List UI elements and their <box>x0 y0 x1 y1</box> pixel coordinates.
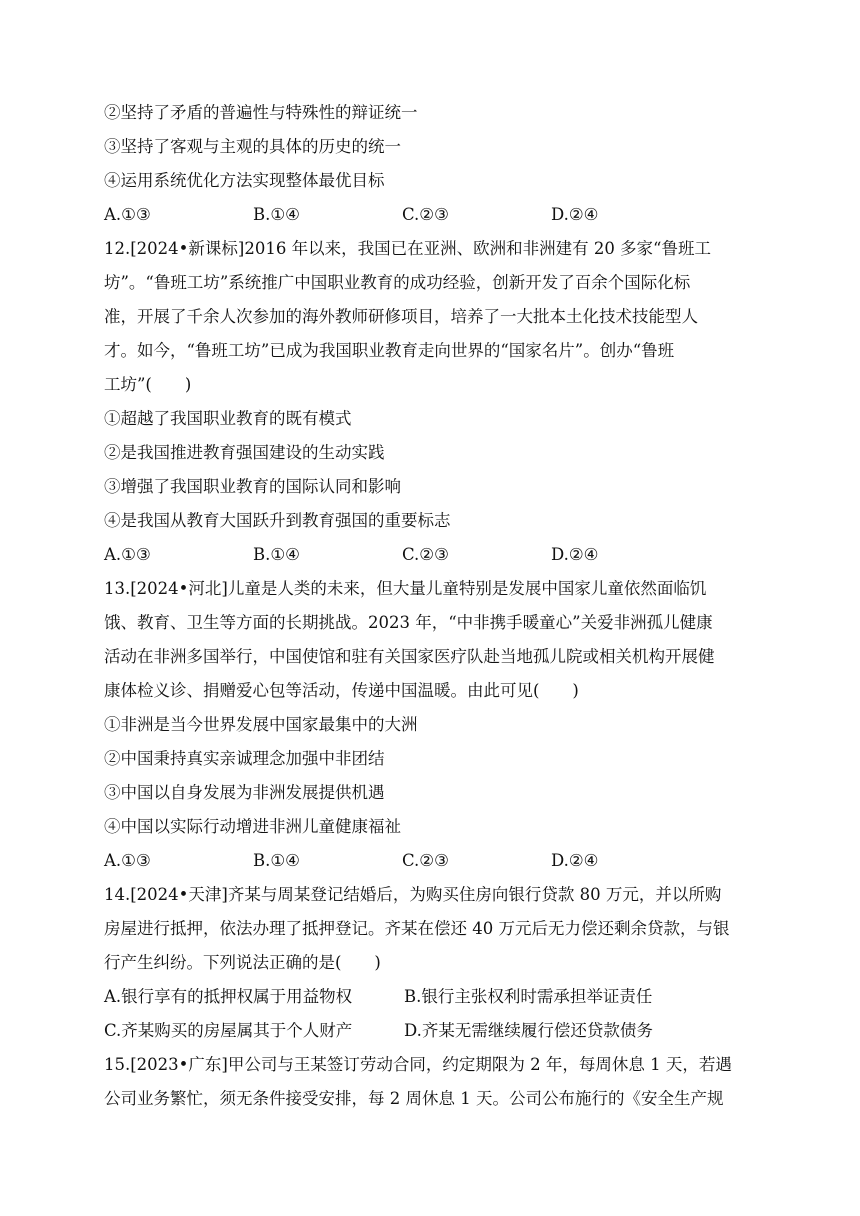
q12-item-1: ①超越了我国职业教育的既有模式 <box>104 409 352 428</box>
q14-option-b: B.银行主张权利时需承担举证责任 <box>404 987 653 1006</box>
q13-option-d: D.②④ <box>551 851 599 870</box>
q11-options <box>104 198 772 232</box>
q13-item-3: ③中国以自身发展为非洲发展提供机遇 <box>104 783 385 802</box>
document-page <box>104 96 772 1116</box>
q13-item-4: ④中国以实际行动增进非洲儿童健康福祉 <box>104 817 401 836</box>
q13-options <box>104 844 772 878</box>
q12-option-b: B.①④ <box>253 545 300 564</box>
q14-option-a: A.银行享有的抵押权属于用益物权 <box>104 987 353 1006</box>
q12-stem-line-1: 12.[2024•新课标]2016 年以来，我国已在亚洲、欧洲和非洲建有 20 多家“鲁班工 <box>104 239 711 258</box>
q13-option-b: B.①④ <box>253 851 300 870</box>
q14-stem-line-2: 房屋进行抵押，依法办理了抵押登记。齐某在偿还 40 万元后无力偿还剩余贷款，与银 <box>104 919 730 938</box>
q11-option-d: D.②④ <box>551 205 599 224</box>
q12-stem-line-3: 准，开展了千余人次参加的海外教师研修项目，培养了一大批本土化技术技能型人 <box>104 307 698 326</box>
q12-item-4: ④是我国从教育大国跃升到教育强国的重要标志 <box>104 511 451 530</box>
q12-stem-line-5: 工坊”( ) <box>104 375 192 394</box>
q11-item-3: ③坚持了客观与主观的具体的历史的统一 <box>104 137 401 156</box>
q13-option-a: A.①③ <box>104 851 151 870</box>
q14-options-row-1 <box>104 980 772 1014</box>
q13-option-c: C.②③ <box>402 851 449 870</box>
q12-item-3: ③增强了我国职业教育的国际认同和影响 <box>104 477 401 496</box>
q11-item-4: ④运用系统优化方法实现整体最优目标 <box>104 171 385 190</box>
q11-option-b: B.①④ <box>253 205 300 224</box>
q11-item-2: ②坚持了矛盾的普遍性与特殊性的辩证统一 <box>104 103 418 122</box>
q13-item-2: ②中国秉持真实亲诚理念加强中非团结 <box>104 749 385 768</box>
q11-option-a: A.①③ <box>104 205 151 224</box>
q12-item-2: ②是我国推进教育强国建设的生动实践 <box>104 443 385 462</box>
q13-stem-line-2: 饿、教育、卫生等方面的长期挑战。2023 年，“中非携手暖童心”关爱非洲孤儿健康 <box>104 613 713 632</box>
q14-option-d: D.齐某无需继续履行偿还贷款债务 <box>404 1021 653 1040</box>
q14-options-row-2 <box>104 1014 772 1048</box>
q12-stem-line-2: 坊”。“鲁班工坊”系统推广中国职业教育的成功经验，创新开发了百余个国际化标 <box>104 273 691 292</box>
q12-option-d: D.②④ <box>551 545 599 564</box>
q12-options <box>104 538 772 572</box>
q14-stem-line-3: 行产生纠纷。下列说法正确的是( ) <box>104 953 381 972</box>
q13-item-1: ①非洲是当今世界发展中国家最集中的大洲 <box>104 715 418 734</box>
q13-stem-line-1: 13.[2024•河北]儿童是人类的未来，但大量儿童特别是发展中国家儿童依然面临饥 <box>104 579 707 598</box>
q14-option-c: C.齐某购买的房屋属其于个人财产 <box>104 1021 353 1040</box>
q12-option-c: C.②③ <box>402 545 449 564</box>
q11-option-c: C.②③ <box>402 205 449 224</box>
q13-stem-line-3: 活动在非洲多国举行，中国使馆和驻有关国家医疗队赴当地孤儿院或相关机构开展健 <box>104 647 715 666</box>
q12-stem-line-4: 才。如今，“鲁班工坊”已成为我国职业教育走向世界的“国家名片”。创办“鲁班 <box>104 341 675 360</box>
q15-stem-line-1: 15.[2023•广东]甲公司与王某签订劳动合同，约定期限为 2 年，每周休息 1 天，若遇 <box>104 1055 732 1074</box>
q13-stem-line-4: 康体检义诊、捐赠爱心包等活动，传递中国温暖。由此可见( ) <box>104 681 579 700</box>
q14-stem-line-1: 14.[2024•天津]齐某与周某登记结婚后，为购买住房向银行贷款 80 万元，并以所购 <box>104 885 722 904</box>
q12-option-a: A.①③ <box>104 545 151 564</box>
q15-stem-line-2: 公司业务繁忙，须无条件接受安排，每 2 周休息 1 天。公司公布施行的《安全生产规 <box>104 1089 724 1108</box>
